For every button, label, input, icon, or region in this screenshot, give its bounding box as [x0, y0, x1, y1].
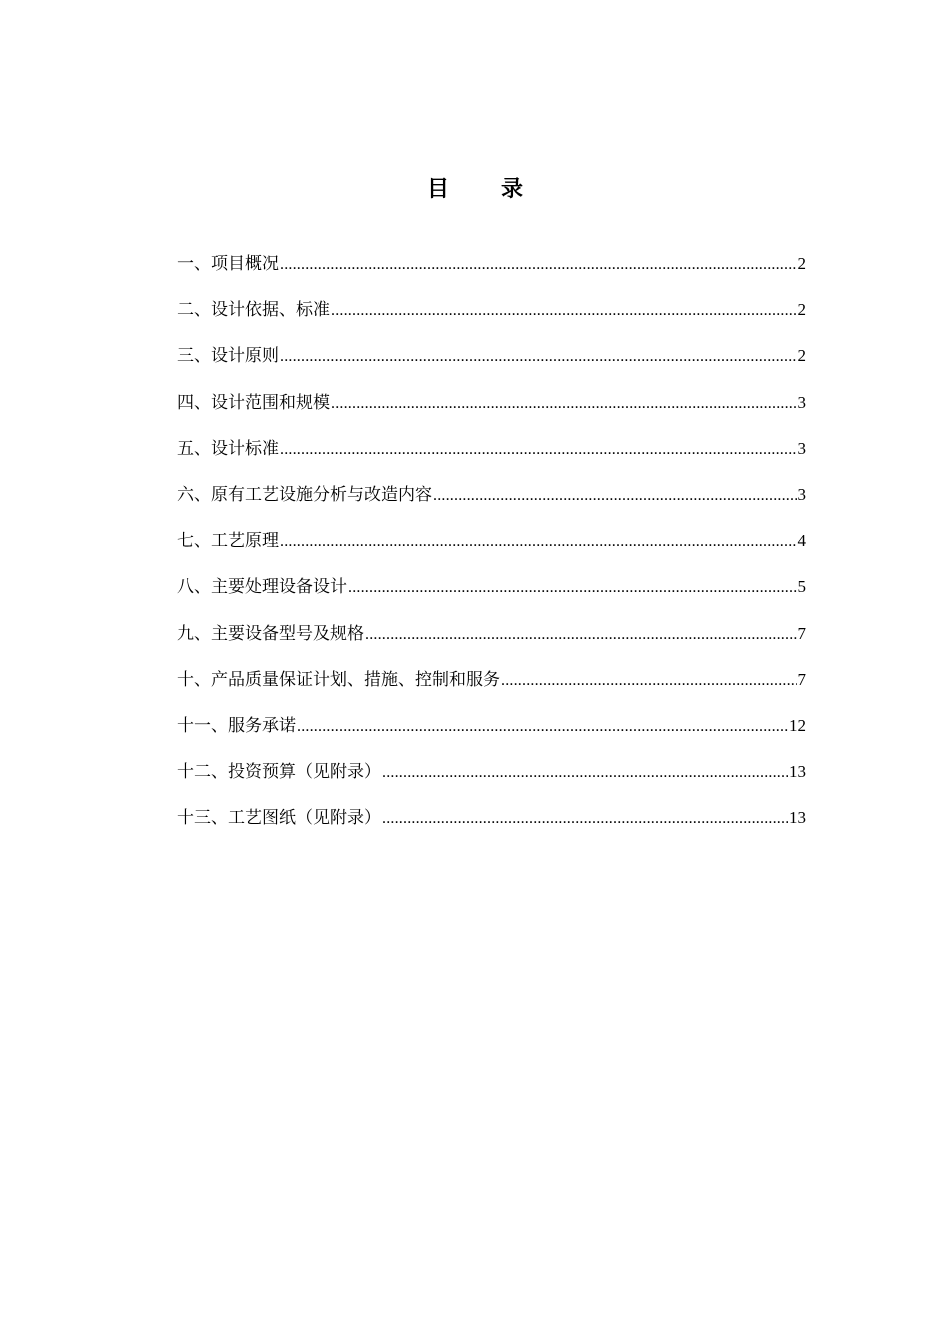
toc-leader-dots: [382, 758, 788, 788]
toc-entry-label: 四、设计范围和规模: [177, 392, 330, 413]
toc-entry[interactable]: [177, 711, 806, 757]
toc-entry-label: 五、设计标准: [177, 438, 279, 459]
toc-leader-dots: [501, 666, 797, 696]
toc-entry-page: 4: [797, 531, 806, 551]
toc-leader-dots: [331, 296, 797, 326]
toc-entry-page: 3: [797, 484, 806, 504]
toc-leader-dots: [280, 250, 797, 280]
toc-entry[interactable]: [177, 341, 806, 387]
toc-entry-page: 3: [797, 438, 806, 458]
toc-entry-label: 十三、工艺图纸（见附录）: [177, 808, 381, 829]
toc-entry-label: 九、主要设备型号及规格: [177, 623, 364, 644]
toc-entry-label: 七、工艺原理: [177, 531, 279, 552]
toc-entry[interactable]: [177, 757, 806, 803]
toc-entry-page: 7: [797, 623, 806, 643]
toc-title: [0, 172, 950, 203]
toc-entry-label: 三、设计原则: [177, 346, 279, 367]
toc-entry-page: 2: [797, 300, 806, 320]
toc-entry-label: 十、产品质量保证计划、措施、控制和服务: [177, 669, 500, 690]
toc-entry-label: 六、原有工艺设施分析与改造内容: [177, 484, 432, 505]
toc-entry-label: 一、项目概况: [177, 254, 279, 274]
toc-entry-label: 二、设计依据、标准: [177, 300, 330, 321]
toc-title-char-2: 录: [501, 177, 524, 202]
toc-entry[interactable]: [177, 665, 806, 711]
toc-leader-dots: [280, 342, 797, 372]
toc-entry-page: 13: [789, 762, 806, 782]
toc-leader-dots: [331, 389, 797, 419]
toc-entry-label: 八、主要处理设备设计: [177, 577, 347, 598]
toc-entry-page: 13: [789, 808, 806, 828]
toc-leader-dots: [382, 804, 788, 834]
toc-entry[interactable]: [177, 526, 806, 572]
toc-leader-dots: [280, 527, 797, 557]
toc-entry[interactable]: [177, 434, 806, 480]
toc-title-char-1: 目: [426, 177, 449, 202]
toc-leader-dots: [297, 712, 788, 742]
toc-leader-dots: [280, 435, 797, 465]
toc-leader-dots: [348, 573, 797, 603]
toc-entry[interactable]: [177, 803, 806, 849]
toc-entry-page: 7: [797, 669, 806, 689]
toc-leader-dots: [433, 481, 797, 511]
toc-entry[interactable]: [177, 572, 806, 618]
toc-entry[interactable]: [177, 388, 806, 434]
toc-entry[interactable]: [177, 619, 806, 665]
table-of-contents: [177, 249, 806, 849]
toc-entry[interactable]: [177, 480, 806, 526]
toc-entry-label: 十一、服务承诺: [177, 715, 296, 736]
toc-entry-label: 十二、投资预算（见附录）: [177, 762, 381, 783]
toc-entry-page: 3: [797, 392, 806, 412]
toc-leader-dots: [365, 620, 797, 650]
toc-entry[interactable]: [177, 295, 806, 341]
toc-entry-page: 2: [797, 346, 806, 366]
toc-entry-page: 5: [797, 577, 806, 597]
toc-entry[interactable]: [177, 249, 806, 295]
toc-entry-page: 12: [789, 715, 806, 735]
toc-entry-page: 2: [797, 254, 806, 273]
